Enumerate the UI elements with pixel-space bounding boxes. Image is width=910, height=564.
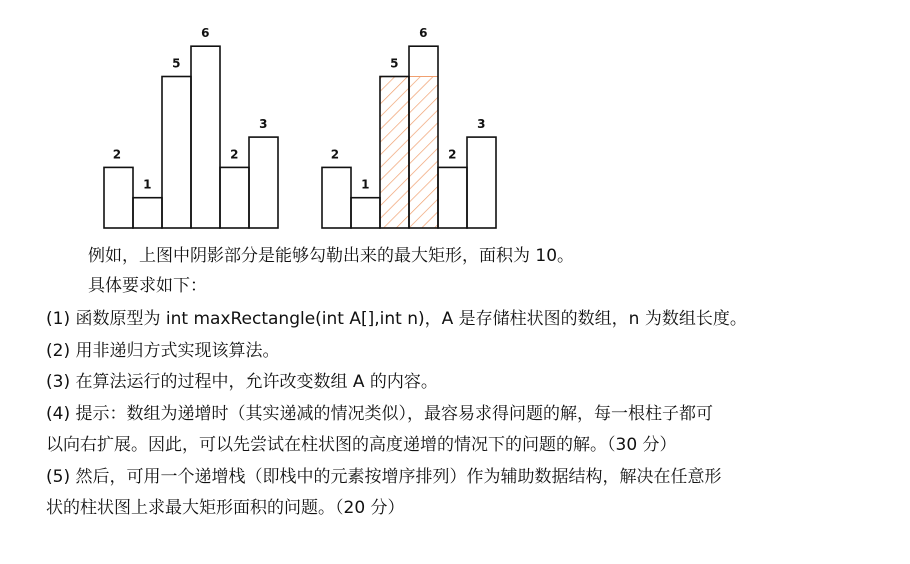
requirement-4-line-1: (4) 提示：数组为递增时（其实递减的情况类似），最容易求得问题的解，每一根柱子都可 — [46, 404, 713, 424]
histogram-bar — [162, 77, 191, 229]
histogram-bar — [133, 198, 162, 228]
histogram-bar — [322, 167, 351, 228]
requirements-heading: 具体要求如下： — [88, 276, 207, 296]
requirement-3: (3) 在算法运行的过程中，允许改变数组 A 的内容。 — [46, 372, 438, 392]
histogram-bar — [104, 167, 133, 228]
bar-value-label: 6 — [201, 26, 210, 41]
bar-value-label: 2 — [330, 147, 340, 162]
bar-value-label: 6 — [419, 26, 428, 41]
bar-value-label: 1 — [361, 177, 370, 192]
bar-value-label: 5 — [172, 56, 181, 71]
histogram-bar — [351, 198, 380, 228]
requirement-4-line-2: 以向右扩展。因此，可以先尝试在柱状图的高度递增的情况下的问题的解。（30 分） — [46, 435, 677, 455]
bar-value-label: 5 — [390, 56, 399, 71]
histogram-bar — [438, 167, 467, 228]
requirement-1: (1) 函数原型为 int maxRectangle(int A[],int n)，A 是存储柱状图的数组，n 为数组长度。 — [46, 309, 747, 329]
histogram-with-max-rectangle — [322, 26, 496, 228]
bar-value-label: 2 — [448, 147, 457, 162]
requirement-4 — [46, 399, 896, 461]
requirement-5 — [46, 462, 896, 524]
requirement-2: (2) 用非递归方式实现该算法。 — [46, 341, 280, 361]
example-sentence: 例如，上图中阴影部分是能够勾勒出来的最大矩形，面积为 10。 — [88, 246, 575, 266]
histogram-bar — [249, 137, 278, 228]
histogram-figure — [0, 0, 910, 240]
histogram-original — [104, 26, 278, 228]
histogram-bar — [467, 137, 496, 228]
histogram-bar — [191, 46, 220, 228]
requirement-5-line-1: (5) 然后，可用一个递增栈（即栈中的元素按增序排列）作为辅助数据结构，解决在任意形 — [46, 467, 722, 487]
bar-value-label: 3 — [477, 117, 486, 132]
bar-value-label: 2 — [112, 147, 122, 162]
bar-value-label: 1 — [143, 177, 152, 192]
bar-value-label: 2 — [230, 147, 239, 162]
histogram-bar — [220, 167, 249, 228]
requirement-5-line-2: 状的柱状图上求最大矩形面积的问题。（20 分） — [46, 498, 405, 518]
bar-value-label: 3 — [259, 117, 268, 132]
